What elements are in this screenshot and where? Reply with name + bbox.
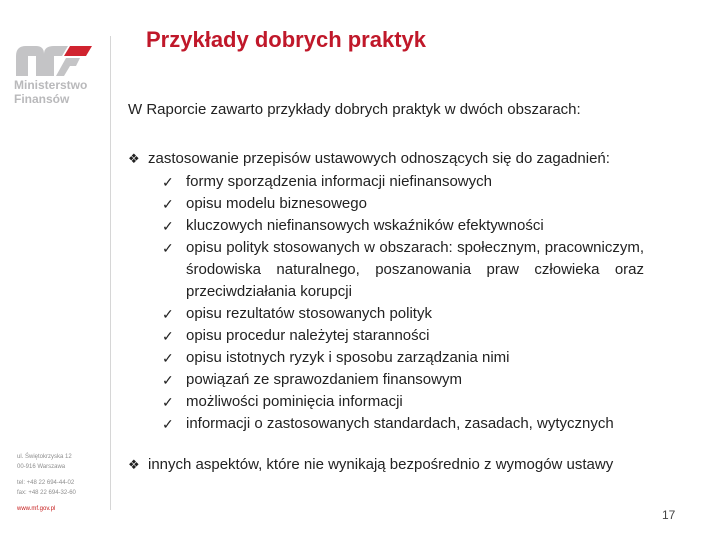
tel-line: tel: +48 22 694-44-02 — [17, 480, 75, 486]
ministry-logo-icon — [14, 44, 94, 78]
check-icon: ✓ — [162, 240, 174, 256]
address-block — [17, 452, 107, 514]
page-title: Przykłady dobrych praktyk — [146, 27, 427, 52]
list-item-text: możliwości pominięcia informacji — [186, 393, 403, 410]
address-line1: ul. Świętokrzyska 12 — [17, 454, 72, 460]
check-icon: ✓ — [162, 394, 174, 410]
logo-line1: Ministerstwo — [14, 78, 88, 92]
list-item-text: opisu modelu biznesowego — [186, 195, 367, 212]
logo-text — [14, 78, 87, 106]
website-link[interactable]: www.mf.gov.pl — [17, 506, 56, 512]
list-item — [162, 347, 648, 369]
list-item — [162, 413, 648, 435]
check-icon: ✓ — [162, 328, 174, 344]
list-item — [162, 193, 648, 215]
list-item — [162, 369, 648, 391]
section-2 — [128, 455, 648, 475]
list-item-text: opisu polityk stosowanych w obszarach: społecznym, pracowniczym, środowiska naturalnego, poszanowania praw człowieka oraz przeciwdziałania korupcji — [186, 239, 644, 300]
diamond-bullet-icon: ❖ — [128, 457, 140, 472]
checklist — [128, 171, 648, 435]
diamond-bullet-icon: ❖ — [128, 151, 140, 166]
check-icon: ✓ — [162, 372, 174, 388]
sidebar — [0, 0, 112, 540]
list-item — [162, 325, 648, 347]
list-item-text: powiązań ze sprawozdaniem finansowym — [186, 371, 462, 388]
check-icon: ✓ — [162, 196, 174, 212]
list-item-text: formy sporządzenia informacji niefinansowych — [186, 173, 492, 190]
section-1 — [128, 149, 648, 435]
fax-line: fax: +48 22 694-32-60 — [17, 490, 76, 496]
page-number: 17 — [662, 508, 676, 522]
list-item — [162, 237, 648, 303]
list-item-text: opisu istotnych ryzyk i sposobu zarządzania nimi — [186, 349, 510, 366]
list-item — [162, 171, 648, 193]
list-item — [162, 391, 648, 413]
section-1-heading: zastosowanie przepisów ustawowych odnoszących się do zagadnień: — [148, 150, 610, 167]
list-item-text: opisu rezultatów stosowanych polityk — [186, 305, 432, 322]
sidebar-divider — [110, 36, 111, 510]
list-item-text: kluczowych niefinansowych wskaźników efektywności — [186, 217, 544, 234]
address-line2: 00-916 Warszawa — [17, 464, 66, 470]
check-icon: ✓ — [162, 350, 174, 366]
list-item-text: opisu procedur należytej staranności — [186, 327, 430, 344]
list-item-text: informacji o zastosowanych standardach, zasadach, wytycznych — [186, 415, 614, 432]
check-icon: ✓ — [162, 306, 174, 322]
check-icon: ✓ — [162, 174, 174, 190]
intro-text: W Raporcie zawarto przykłady dobrych praktyk w dwóch obszarach: — [128, 101, 581, 118]
list-item — [162, 215, 648, 237]
check-icon: ✓ — [162, 218, 174, 234]
section-2-heading: innych aspektów, które nie wynikają bezpośrednio z wymogów ustawy — [148, 456, 614, 473]
list-item — [162, 303, 648, 325]
check-icon: ✓ — [162, 416, 174, 432]
logo-line2: Finansów — [14, 92, 70, 106]
